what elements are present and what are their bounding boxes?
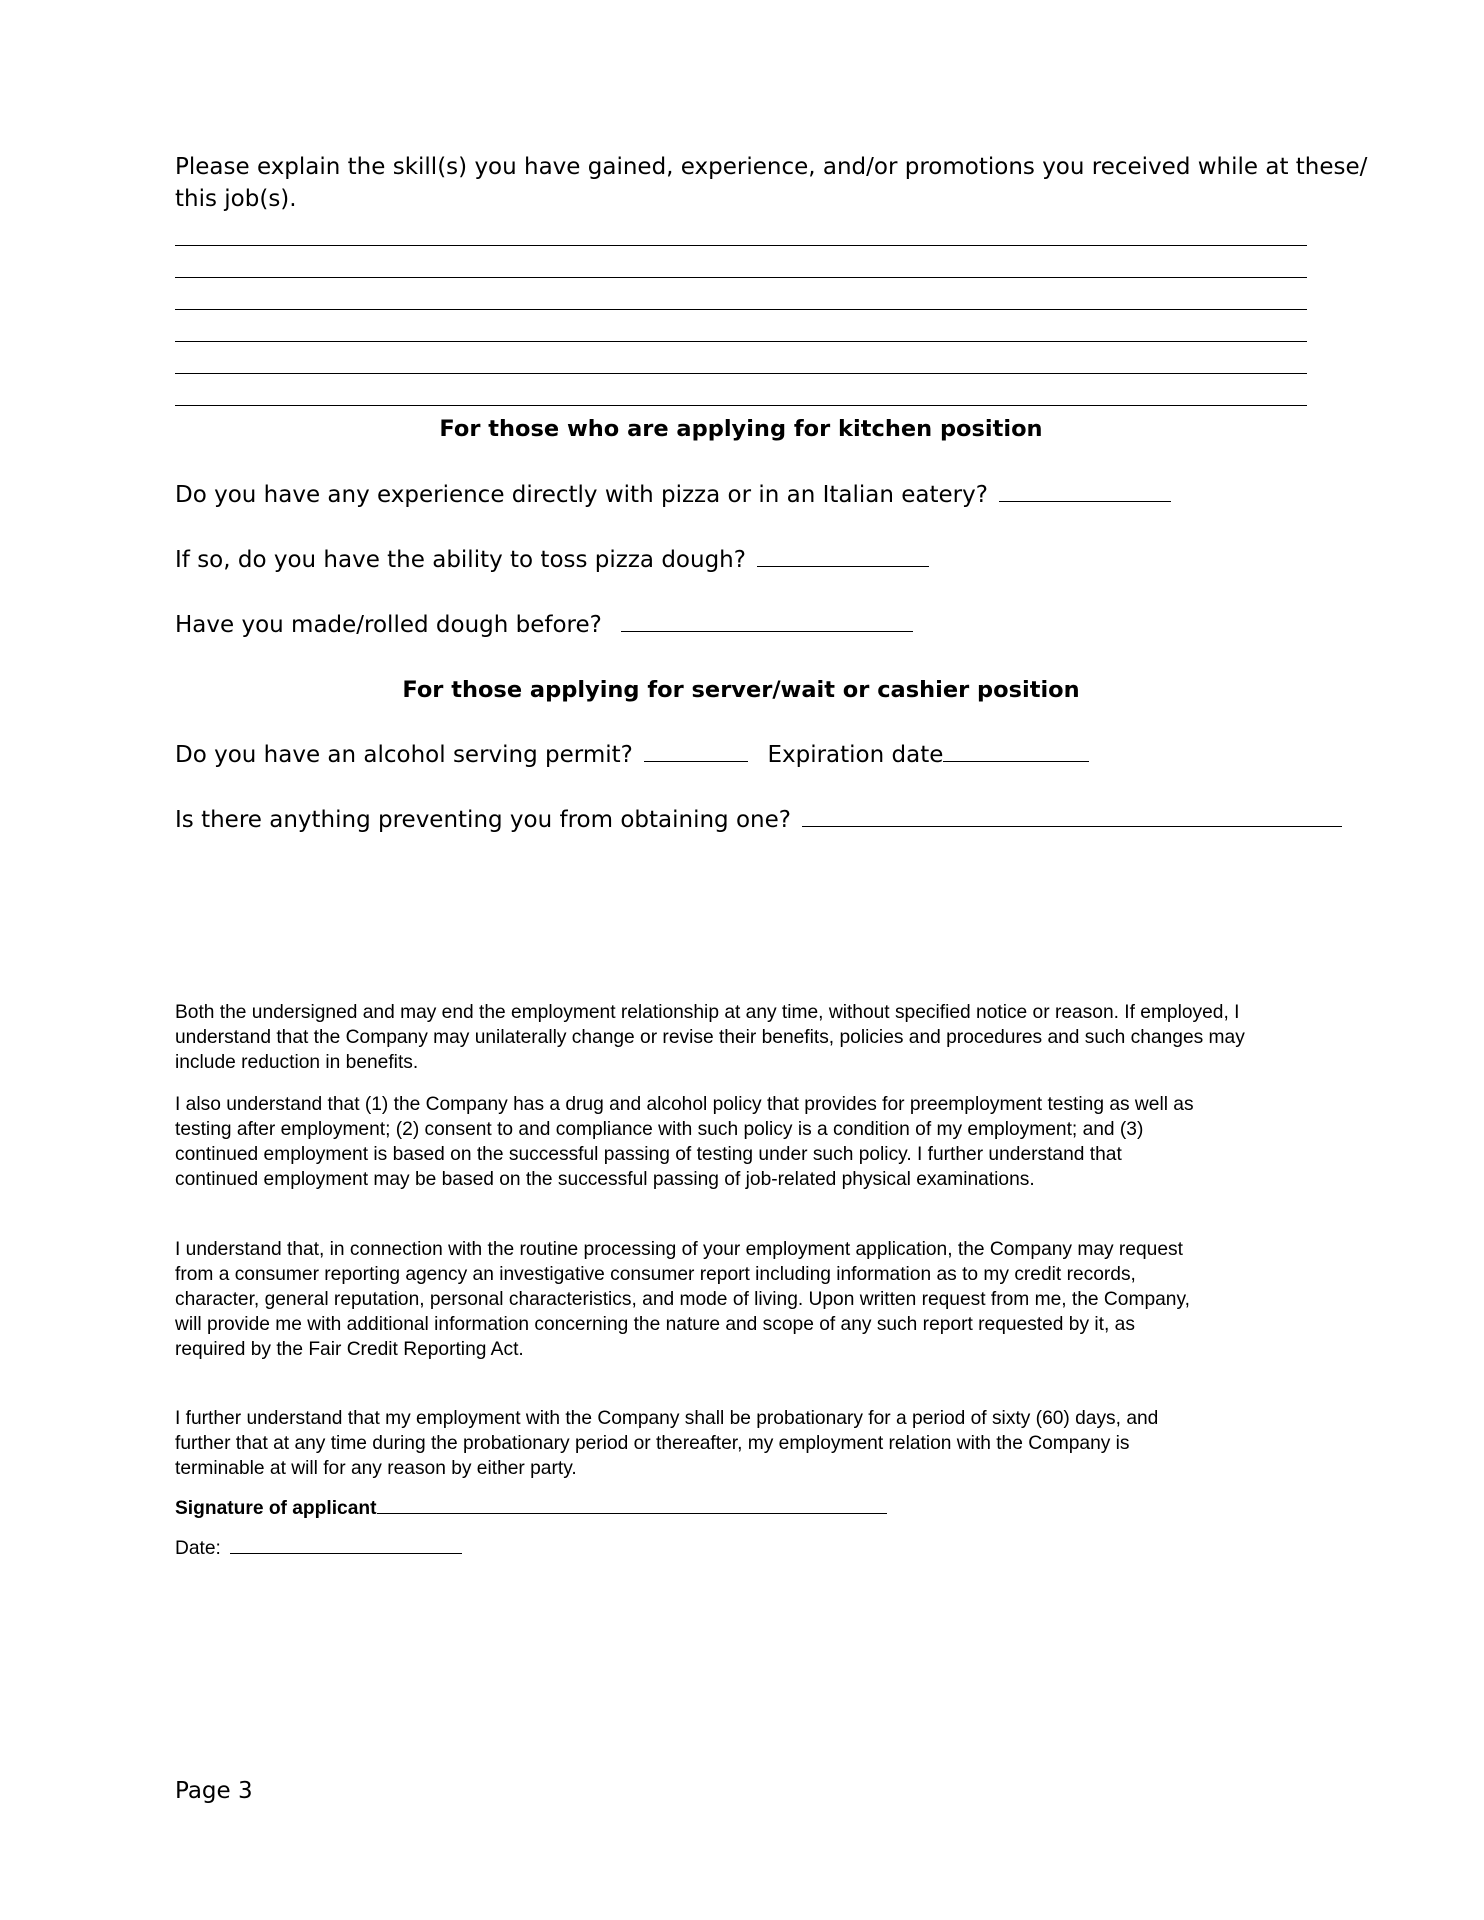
server-answer-2-field[interactable] [802, 808, 1342, 827]
kitchen-question-3-text: Have you made/rolled dough before? [175, 612, 602, 638]
kitchen-question-3 [175, 612, 913, 638]
intro-line-2: this job(s). [175, 186, 297, 212]
legal-paragraph-3-text: I understand that, in connection with the routine processing of your employment application, the Company may request from a consumer reporting agency an investigative consumer report including information as to my credit records, character, general reputation, personal characteristics, and mode of living. Upon written request from me, the Company, will provide me with additional information concerning the nature and scope of any such report requested by it, as required by the Fair Credit Reporting Act. [175, 1239, 1190, 1360]
expiration-date-label: Expiration date [767, 742, 944, 768]
server-heading: For those applying for server/wait or cashier position [402, 677, 1080, 703]
legal-paragraph-2-text: I also understand that (1) the Company has a drug and alcohol policy that provides for preemployment testing as well as testing after employment; (2) consent to and compliance with such policy is a condition of my employment; and (3) continued employment is based on the successful passing of testing under such policy. I further understand that continued employment may be based on the successful passing of job-related physical examinations. [175, 1094, 1194, 1190]
server-question-1 [175, 742, 1089, 768]
kitchen-question-2 [175, 547, 929, 573]
intro-line-1: Please explain the skill(s) you have gained, experience, and/or promotions you received while at these/ [175, 154, 1368, 180]
answer-line-4[interactable] [175, 341, 1307, 342]
legal-paragraph-3 [175, 1237, 1195, 1362]
answer-line-2[interactable] [175, 277, 1307, 278]
page-number: Page 3 [175, 1778, 253, 1804]
server-question-2-text: Is there anything preventing you from obtaining one? [175, 807, 791, 833]
permit-answer-field[interactable] [644, 743, 748, 762]
answer-line-6[interactable] [175, 405, 1307, 406]
date-row [175, 1537, 462, 1560]
answer-line-1[interactable] [175, 245, 1307, 246]
legal-paragraph-4 [175, 1406, 1195, 1481]
expiration-date-field[interactable] [943, 743, 1089, 762]
answer-line-3[interactable] [175, 309, 1307, 310]
legal-paragraph-4-text: I further understand that my employment with the Company shall be probationary for a period of sixty (60) days, and further that at any time during the probationary period or thereafter, my employment relation with the Company is terminable at will for any reason by either party. [175, 1408, 1159, 1479]
kitchen-answer-3-field[interactable] [621, 613, 913, 632]
date-field[interactable] [230, 1537, 462, 1554]
kitchen-question-1 [175, 482, 1171, 508]
signature-row [175, 1497, 887, 1520]
legal-paragraph-2 [175, 1092, 1195, 1192]
kitchen-answer-2-field[interactable] [757, 548, 929, 567]
answer-line-5[interactable] [175, 373, 1307, 374]
kitchen-question-2-text: If so, do you have the ability to toss pizza dough? [175, 547, 746, 573]
signature-label: Signature of applicant [175, 1498, 377, 1519]
legal-paragraph-1 [175, 1000, 1295, 1075]
server-question-2 [175, 807, 1342, 833]
legal-paragraph-1-text: Both the undersigned and may end the employment relationship at any time, without specified notice or reason. If employed, I understand that the Company may unilaterally change or revise their benefits, policies and procedures and such changes may include reduction in benefits. [175, 1002, 1245, 1073]
date-label: Date: [175, 1538, 221, 1559]
kitchen-answer-1-field[interactable] [999, 483, 1171, 502]
server-question-1-text: Do you have an alcohol serving permit? [175, 742, 633, 768]
kitchen-heading: For those who are applying for kitchen position [439, 416, 1043, 442]
signature-field[interactable] [377, 1497, 887, 1514]
kitchen-question-1-text: Do you have any experience directly with pizza or in an Italian eatery? [175, 482, 988, 508]
